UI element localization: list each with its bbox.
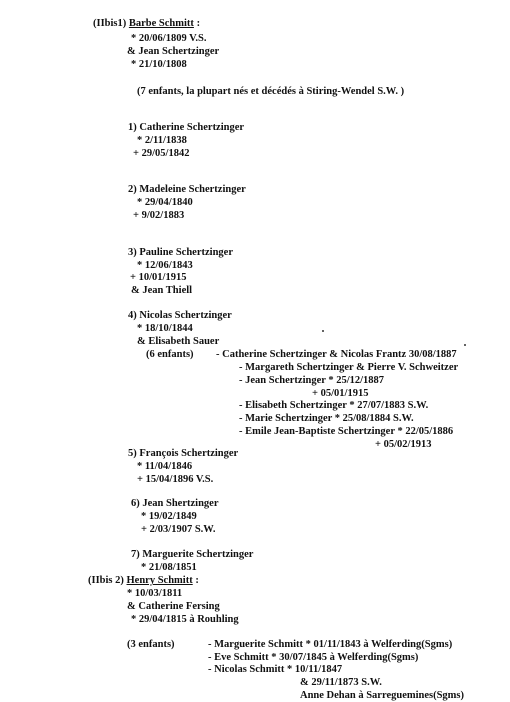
section1-heading-name: Barbe Schmitt <box>128 18 194 29</box>
child-3-spouse: & Jean Thiell <box>131 285 193 296</box>
child-1-birth: * 2/11/1838 <box>137 135 187 146</box>
child-3-death: + 10/01/1915 <box>130 272 187 283</box>
section2-child-2: - Eve Schmitt * 30/07/1845 à Welferding(Sgms) <box>208 652 419 663</box>
section2-child-1: - Marguerite Schmitt * 01/11/1843 à Welferding(Sgms) <box>208 639 453 650</box>
section2-heading-name: Henry Schmitt <box>126 575 193 586</box>
child-5-name: 5) François Schertzinger <box>128 448 239 459</box>
child-2-death: + 9/02/1883 <box>133 210 185 221</box>
child-4-spouse: & Elisabeth Sauer <box>137 336 220 347</box>
section1-children-note: (7 enfants, la plupart nés et décédés à Stiring-Wendel S.W. ) <box>137 86 405 97</box>
section2-birth: * 10/03/1811 <box>127 588 183 599</box>
child-3-birth: * 12/06/1843 <box>137 260 193 271</box>
section2-heading <box>88 575 199 587</box>
child-4-birth: * 18/10/1844 <box>137 323 193 334</box>
child-1-death: + 29/05/1842 <box>133 148 190 159</box>
section2-children-label: (3 enfants) <box>127 639 175 650</box>
nicolas-child-3-death: + 05/01/1915 <box>312 388 369 399</box>
section1-heading-prefix: (IIbis1) <box>93 18 127 29</box>
child-7-name: 7) Marguerite Schertzinger <box>131 549 254 560</box>
child-6-name: 6) Jean Shertzinger <box>131 498 219 509</box>
child-4-name: 4) Nicolas Schertzinger <box>128 310 232 321</box>
section2-spouse: & Catherine Fersing <box>127 601 220 612</box>
nicolas-child-6: - Emile Jean-Baptiste Schertzinger * 22/05/1886 <box>239 426 454 437</box>
nicolas-children-label: (6 enfants) <box>146 349 194 360</box>
child-1-name: 1) Catherine Schertzinger <box>128 122 245 133</box>
section1-birth: * 20/06/1809 V.S. <box>131 33 207 44</box>
section1-heading-suffix: : <box>193 18 201 29</box>
nicolas-child-3: - Jean Schertzinger * 25/12/1887 <box>239 375 385 386</box>
child-5-birth: * 11/04/1846 <box>137 461 193 472</box>
child-7-birth: * 21/08/1851 <box>141 562 197 573</box>
section1-heading <box>93 18 200 30</box>
nicolas-child-2: - Margareth Schertzinger & Pierre V. Schweitzer <box>239 362 459 373</box>
child-2-name: 2) Madeleine Schertzinger <box>128 184 246 195</box>
nicolas-child-5: - Marie Schertzinger * 25/08/1884 S.W. <box>239 413 414 424</box>
section2-child-3-spouse: Anne Dehan à Sarreguemines(Sgms) <box>300 690 465 701</box>
child-6-death: + 2/03/1907 S.W. <box>141 524 216 535</box>
nicolas-child-4: - Elisabeth Schertzinger * 27/07/1883 S.W. <box>239 400 429 411</box>
scan-speck <box>464 344 466 346</box>
section2-heading-prefix: (IIbis 2) <box>88 575 124 586</box>
section1-spouse: & Jean Schertzinger <box>127 46 220 57</box>
child-2-birth: * 29/04/1840 <box>137 197 193 208</box>
scan-speck <box>322 330 324 332</box>
child-6-birth: * 19/02/1849 <box>141 511 197 522</box>
child-5-death: + 15/04/1896 V.S. <box>137 474 214 485</box>
section2-heading-suffix: : <box>192 575 199 586</box>
section1-spouse-birth: * 21/10/1808 <box>131 59 187 70</box>
child-3-name: 3) Pauline Schertzinger <box>128 247 233 258</box>
section2-child-3: - Nicolas Schmitt * 10/11/1847 <box>208 664 343 675</box>
nicolas-child-6-death: + 05/02/1913 <box>375 439 432 450</box>
section2-child-3-marriage: & 29/11/1873 S.W. <box>300 677 382 688</box>
section2-spouse-birth: * 29/04/1815 à Rouhling <box>131 614 239 625</box>
nicolas-child-1: - Catherine Schertzinger & Nicolas Frantz 30/08/1887 <box>216 349 457 360</box>
